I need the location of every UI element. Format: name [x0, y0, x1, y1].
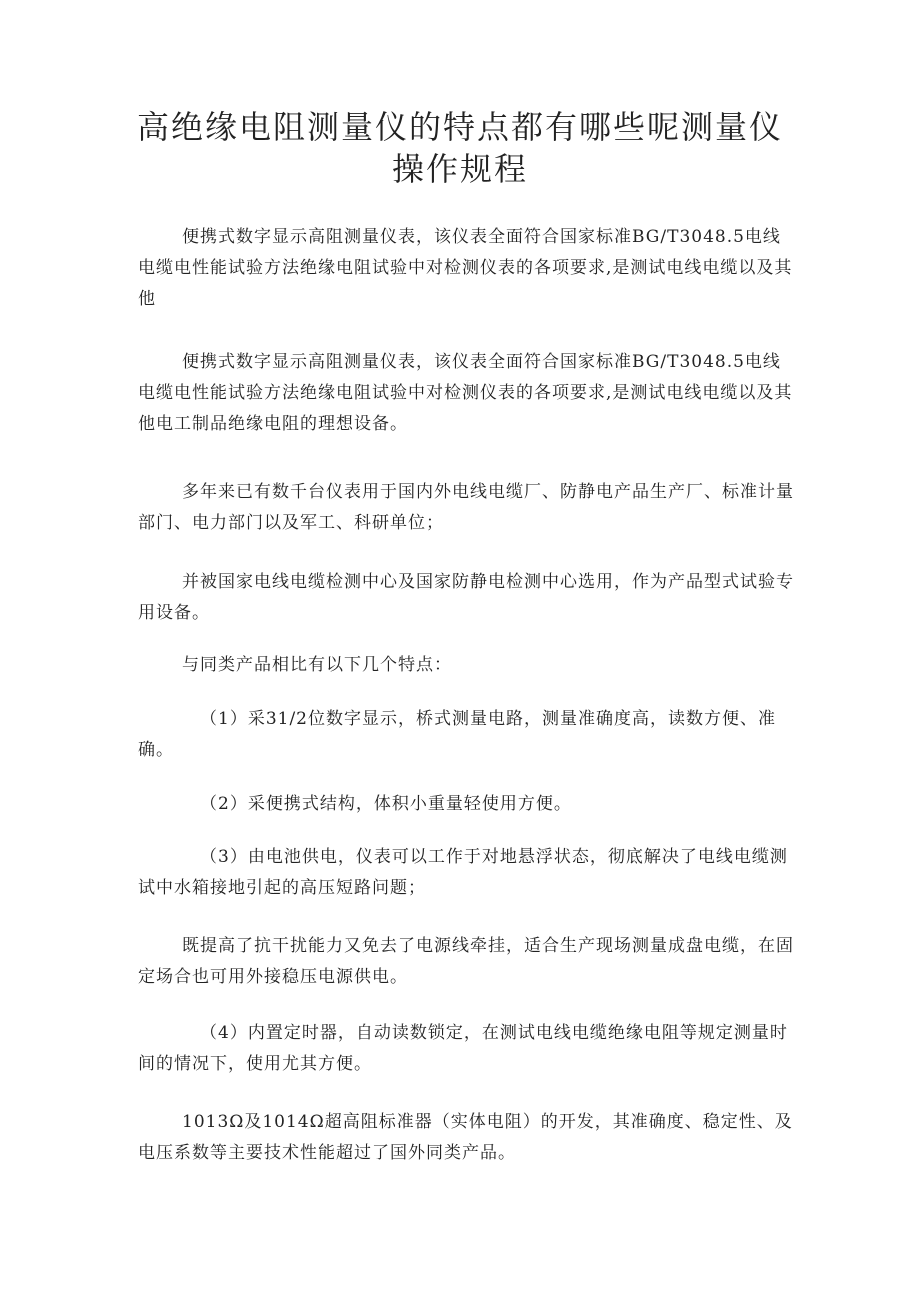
paragraph-users: 多年来已有数千台仪表用于国内外电线电缆厂、防静电产品生产厂、标准计量部门、电力部门以及军工、科研单位；	[138, 482, 794, 533]
paragraph-feature-2: （2）采便携式结构，体积小重量轻使用方便。	[200, 794, 572, 814]
paragraph-intro-full: 便携式数字显示高阻测量仪表，该仪表全面符合国家标准BG/T3048.5电线电缆电性能试验方法绝缘电阻试验中对检测仪表的各项要求,是测试电线电缆以及其他电工制品绝缘电阻的理想设备。	[138, 352, 793, 434]
paragraph-feature-1: （1）采31/2位数字显示，桥式测量电路，测量准确度高，读数方便、准确。	[138, 709, 776, 760]
paragraph-standards: 1013Ω及1014Ω超高阻标准器（实体电阻）的开发，其准确度、稳定性、及电压系数等主要技术性能超过了国外同类产品。	[138, 1112, 793, 1163]
document-title-line-2: 操作规程	[391, 150, 528, 188]
paragraph-feature-3-cont: 既提高了抗干扰能力又免去了电源线牵挂，适合生产现场测量成盘电缆，在固定场合也可用外接稳压电源供电。	[138, 936, 794, 987]
paragraph-feature-4: （4）内置定时器，自动读数锁定，在测试电线电缆绝缘电阻等规定测量时间的情况下，使用尤其方便。	[138, 1023, 788, 1074]
paragraph-intro: 便携式数字显示高阻测量仪表，该仪表全面符合国家标准BG/T3048.5电线电缆电性能试验方法绝缘电阻试验中对检测仪表的各项要求,是测试电线电缆以及其他	[138, 227, 793, 309]
paragraph-features-heading: 与同类产品相比有以下几个特点：	[182, 655, 452, 675]
paragraph-selection: 并被国家电线电缆检测中心及国家防静电检测中心选用，作为产品型式试验专用设备。	[138, 572, 794, 623]
paragraph-feature-3: （3）由电池供电，仪表可以工作于对地悬浮状态，彻底解决了电线电缆测试中水箱接地引起的高压短路问题；	[138, 847, 788, 898]
document-title-line-1: 高绝缘电阻测量仪的特点都有哪些呢测量仪	[136, 108, 783, 146]
